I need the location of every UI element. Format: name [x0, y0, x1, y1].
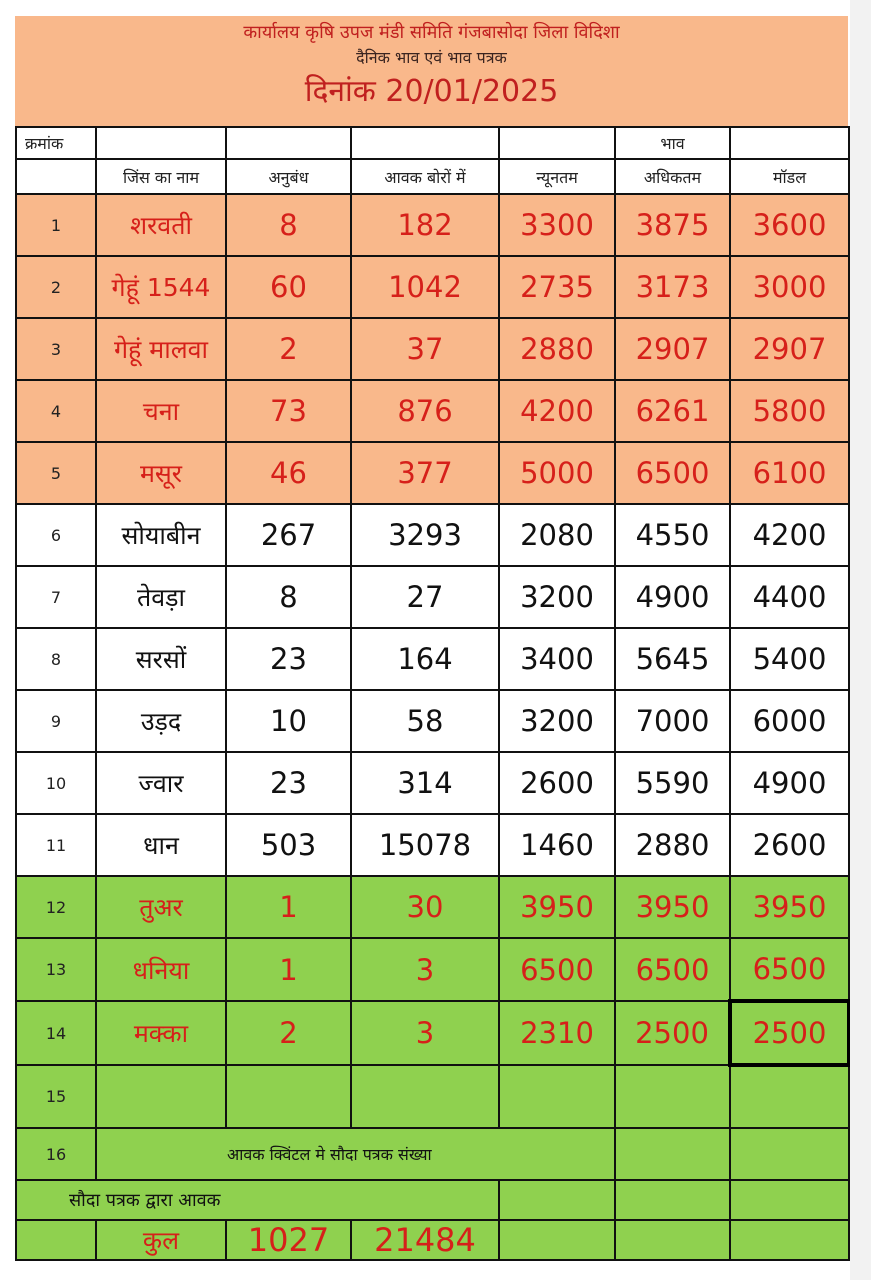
table-row: [16, 752, 849, 814]
row-serial: 12: [16, 876, 96, 938]
commodity-name: तुअर: [96, 876, 226, 938]
arrival-note: आवक क्विंटल मे सौदा पत्रक संख्या: [96, 1128, 615, 1180]
col-max-header: अधिकतम: [615, 159, 730, 194]
commodity-name: उड़द: [96, 690, 226, 752]
modal-price: 5400: [730, 628, 849, 690]
contract-count: 60: [226, 256, 351, 318]
row-serial: 11: [16, 814, 96, 876]
col-bhav-header: भाव: [615, 127, 730, 159]
table-row: [16, 628, 849, 690]
contract-count: 10: [226, 690, 351, 752]
arrival-bags: 15078: [351, 814, 499, 876]
sheet-date: दिनांक 20/01/2025: [304, 74, 559, 109]
table-row: [16, 256, 849, 318]
commodity-name: शरवती: [96, 194, 226, 256]
max-price: 6500: [615, 938, 730, 1001]
commodity-name: मसूर: [96, 442, 226, 504]
table-row: [16, 814, 849, 876]
modal-price: 5800: [730, 380, 849, 442]
arrival-bags: 3: [351, 938, 499, 1001]
table-row: [16, 442, 849, 504]
contract-count: 46: [226, 442, 351, 504]
arrival-bags: 182: [351, 194, 499, 256]
contract-count: 1: [226, 876, 351, 938]
commodity-name: धान: [96, 814, 226, 876]
min-price: 3950: [499, 876, 615, 938]
min-price: 5000: [499, 442, 615, 504]
contract-count: 8: [226, 566, 351, 628]
max-price: 2500: [615, 1001, 730, 1065]
commodity-name: ज्वार: [96, 752, 226, 814]
bhav-patrak-sheet: [15, 16, 848, 1261]
modal-price: 3000: [730, 256, 849, 318]
header-row-1: [16, 127, 849, 159]
table-row-16: [16, 1128, 849, 1180]
row-serial: 3: [16, 318, 96, 380]
commodity-name: सरसों: [96, 628, 226, 690]
right-margin: [850, 0, 871, 1280]
modal-price: 3950: [730, 876, 849, 938]
arrival-bags: 1042: [351, 256, 499, 318]
max-price: 3875: [615, 194, 730, 256]
arrival-bags: 164: [351, 628, 499, 690]
office-title: कार्यालय कृषि उपज मंडी समिति गंजबासोदा जिला विदिशा: [243, 22, 620, 43]
max-price: 2880: [615, 814, 730, 876]
modal-price: 3600: [730, 194, 849, 256]
min-price: 3200: [499, 690, 615, 752]
arrival-bags: 3: [351, 1001, 499, 1065]
row-serial: 2: [16, 256, 96, 318]
commodity-name: गेहूं मालवा: [96, 318, 226, 380]
min-price: 3200: [499, 566, 615, 628]
contract-count: 1: [226, 938, 351, 1001]
row-serial: 14: [16, 1001, 96, 1065]
arrival-bags: 314: [351, 752, 499, 814]
max-price: 7000: [615, 690, 730, 752]
contract-count: 503: [226, 814, 351, 876]
row-15-serial: 15: [16, 1065, 96, 1128]
table-row: [16, 690, 849, 752]
row-serial: 4: [16, 380, 96, 442]
modal-price: 4900: [730, 752, 849, 814]
arrival-bags: 58: [351, 690, 499, 752]
total-contract: 1027: [226, 1220, 351, 1260]
row-serial: 7: [16, 566, 96, 628]
table-row: [16, 1001, 849, 1065]
total-label: कुल: [96, 1220, 226, 1260]
commodity-name: मक्का: [96, 1001, 226, 1065]
commodity-name: गेहूं 1544: [96, 256, 226, 318]
commodity-name: सोयाबीन: [96, 504, 226, 566]
modal-price: 4200: [730, 504, 849, 566]
contract-count: 73: [226, 380, 351, 442]
commodity-name: धनिया: [96, 938, 226, 1001]
contract-count: 8: [226, 194, 351, 256]
table-row: [16, 380, 849, 442]
modal-price: 4400: [730, 566, 849, 628]
arrival-bags: 377: [351, 442, 499, 504]
max-price: 3950: [615, 876, 730, 938]
row-16-serial: 16: [16, 1128, 96, 1180]
min-price: 3400: [499, 628, 615, 690]
row-serial: 8: [16, 628, 96, 690]
sheet-header: [15, 16, 848, 126]
row-serial: 13: [16, 938, 96, 1001]
contract-count: 2: [226, 1001, 351, 1065]
contract-count: 2: [226, 318, 351, 380]
max-price: 4900: [615, 566, 730, 628]
row-serial: 10: [16, 752, 96, 814]
table-row: [16, 876, 849, 938]
footer-label-row: [16, 1180, 849, 1220]
sheet-subtitle: दैनिक भाव एवं भाव पत्रक: [356, 48, 507, 67]
total-arrival: 21484: [351, 1220, 499, 1260]
col-arrival-header: आवक बोरों में: [351, 159, 499, 194]
max-price: 5590: [615, 752, 730, 814]
col-min-header: न्यूनतम: [499, 159, 615, 194]
max-price: 6261: [615, 380, 730, 442]
modal-price: 2600: [730, 814, 849, 876]
max-price: 5645: [615, 628, 730, 690]
table-row: [16, 566, 849, 628]
min-price: 1460: [499, 814, 615, 876]
max-price: 4550: [615, 504, 730, 566]
col-commodity-header: जिंस का नाम: [96, 159, 226, 194]
row-serial: 5: [16, 442, 96, 504]
arrival-bags: 27: [351, 566, 499, 628]
min-price: 2310: [499, 1001, 615, 1065]
contract-count: 23: [226, 628, 351, 690]
min-price: 4200: [499, 380, 615, 442]
commodity-name: तेवड़ा: [96, 566, 226, 628]
contract-count: 23: [226, 752, 351, 814]
max-price: 6500: [615, 442, 730, 504]
modal-price: 6000: [730, 690, 849, 752]
min-price: 3300: [499, 194, 615, 256]
arrival-bags: 876: [351, 380, 499, 442]
data-rows: [16, 194, 849, 1065]
col-contract-header: अनुबंध: [226, 159, 351, 194]
table-row: [16, 938, 849, 1001]
row-serial: 6: [16, 504, 96, 566]
footer-label: सौदा पत्रक द्वारा आवक: [16, 1180, 499, 1220]
modal-price: 2907: [730, 318, 849, 380]
table-row: [16, 194, 849, 256]
contract-count: 267: [226, 504, 351, 566]
modal-price: 6500: [730, 938, 849, 1001]
table-row: [16, 504, 849, 566]
arrival-bags: 30: [351, 876, 499, 938]
min-price: 2735: [499, 256, 615, 318]
row-serial: 1: [16, 194, 96, 256]
price-table: [15, 126, 851, 1261]
row-serial: 9: [16, 690, 96, 752]
total-row: [16, 1220, 849, 1260]
header-row-2: [16, 159, 849, 194]
col-modal-header: मॉडल: [730, 159, 849, 194]
commodity-name: चना: [96, 380, 226, 442]
min-price: 6500: [499, 938, 615, 1001]
max-price: 2907: [615, 318, 730, 380]
table-row-15: [16, 1065, 849, 1128]
modal-price: 2500: [730, 1001, 849, 1065]
modal-price: 6100: [730, 442, 849, 504]
arrival-bags: 37: [351, 318, 499, 380]
min-price: 2600: [499, 752, 615, 814]
arrival-bags: 3293: [351, 504, 499, 566]
col-serial-header: क्रमांक: [16, 127, 96, 159]
min-price: 2080: [499, 504, 615, 566]
max-price: 3173: [615, 256, 730, 318]
min-price: 2880: [499, 318, 615, 380]
table-row: [16, 318, 849, 380]
